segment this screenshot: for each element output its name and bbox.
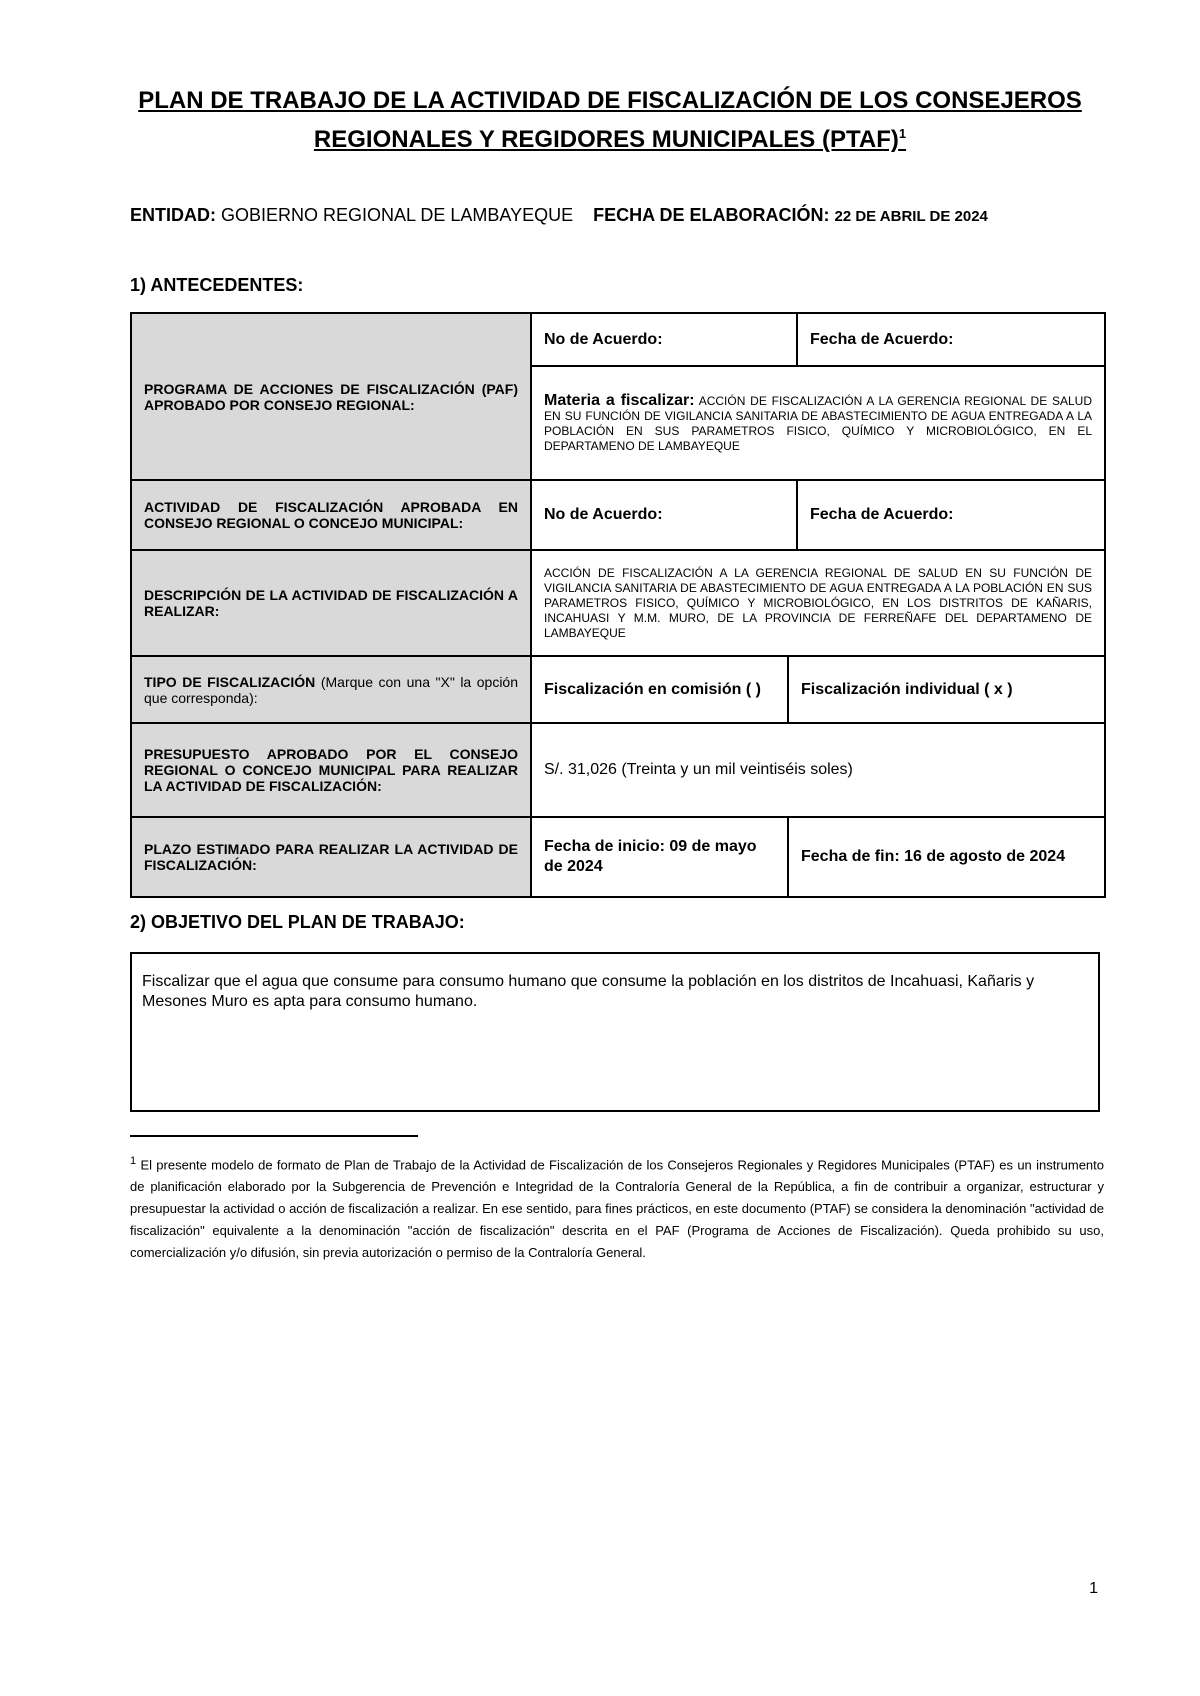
table-row	[131, 817, 1105, 897]
type-label-cell	[131, 656, 531, 723]
footnote-mark: 1	[130, 1155, 137, 1167]
paf-agreement-date: Fecha de Acuerdo:	[797, 313, 1105, 366]
paf-label: PROGRAMA DE ACCIONES DE FISCALIZACIÓN (PAF) APROBADO POR CONSEJO REGIONAL:	[131, 313, 531, 480]
document-meta	[130, 205, 988, 226]
footnote	[130, 1150, 1104, 1264]
materia-label: Materia a fiscalizar:	[544, 391, 695, 409]
start-date: Fecha de inicio: 09 de mayo de 2024	[531, 817, 788, 897]
description-text: ACCIÓN DE FISCALIZACIÓN A LA GERENCIA REGIONAL DE SALUD EN SU FUNCIÓN DE VIGILANCIA SANITARIA DE ABASTECIMIENTO DE AGUA ENTREGADA A LA POBLACIÓN EN SUS PARAMETROS FISICO, QUÍMICO Y MICROBIOLÓGICO, EN LOS DISTRITOS DE KAÑARIS, INCAHUASI Y M.M. MURO, DE LA PROVINCIA DE FERREÑAFE DEL DEPARTAMENO DE LAMBAYEQUE	[531, 550, 1105, 656]
title-line-1: PLAN DE TRABAJO DE LA ACTIVIDAD DE FISCALIZACIÓN DE LOS CONSEJEROS	[138, 87, 1082, 114]
entity-value: GOBIERNO REGIONAL DE LAMBAYEQUE	[221, 205, 574, 225]
budget-label: PRESUPUESTO APROBADO POR EL CONSEJO REGIONAL O CONCEJO MUNICIPAL PARA REALIZAR LA ACTIVIDAD DE FISCALIZACIÓN:	[131, 723, 531, 817]
materia-text: ACCIÓN DE FISCALIZACIÓN A LA GERENCIA REGIONAL DE SALUD EN SU FUNCIÓN DE VIGILANCIA SANITARIA DE ABASTECIMIENTO DE AGUA ENTREGADA A LA POBLACIÓN EN SUS PARAMETROS FISICO, QUÍMICO Y MICROBIOLÓGICO, EN EL DEPARTAMENO DE LAMBAYEQUE	[544, 393, 1093, 453]
date-value: 22 DE ABRIL DE 2024	[834, 208, 988, 225]
title-footnote-mark: 1	[898, 126, 907, 141]
document-title	[130, 84, 1090, 156]
date-label: FECHA DE ELABORACIÓN:	[593, 205, 830, 225]
activity-label: ACTIVIDAD DE FISCALIZACIÓN APROBADA EN CONSEJO REGIONAL O CONCEJO MUNICIPAL:	[131, 480, 531, 550]
section-2-heading: 2) OBJETIVO DEL PLAN DE TRABAJO:	[130, 912, 465, 932]
page-number: 1	[1089, 1580, 1098, 1597]
budget-value: S/. 31,026 (Treinta y un mil veintiséis soles)	[531, 723, 1105, 817]
paf-agreement-number: No de Acuerdo:	[531, 313, 797, 366]
term-label: PLAZO ESTIMADO PARA REALIZAR LA ACTIVIDAD DE FISCALIZACIÓN:	[131, 817, 531, 897]
type-label: TIPO DE FISCALIZACIÓN	[144, 673, 316, 690]
type-commission-option[interactable]: Fiscalización en comisión ( )	[531, 656, 788, 723]
materia-cell	[531, 366, 1105, 480]
antecedentes-table	[130, 312, 1106, 898]
table-row	[131, 723, 1105, 817]
description-label: DESCRIPCIÓN DE LA ACTIVIDAD DE FISCALIZACIÓN A REALIZAR:	[131, 550, 531, 656]
footnote-text: El presente modelo de formato de Plan de Trabajo de la Actividad de Fiscalización de los Consejeros Regionales y Regidores Municipales (PTAF) es un instrumento de planificación elaborado por la Subgerencia de Prevención e Integridad de la Contraloría General de la República, a fin de contribuir a organizar, estructurar y presupuestar la actividad o acción de fiscalización a realizar. En ese sentido, para fines prácticos, en este documento (PTAF) se considera la denominación "actividad de fiscalización" equivalente a la denominación "acción de fiscalización" descrita en el PAF (Programa de Acciones de Fiscalización). Queda prohibido su uso, comercialización y/o difusión, sin previa autorización o permiso de la Contraloría General.	[130, 1157, 1104, 1261]
table-row	[131, 313, 1105, 366]
type-hint: (Marque con una "X" la opción que corresponda):	[144, 673, 519, 706]
objective-box	[130, 952, 1100, 1112]
table-row	[131, 656, 1105, 723]
table-row	[131, 480, 1105, 550]
end-date: Fecha de fin: 16 de agosto de 2024	[788, 817, 1105, 897]
activity-agreement-number: No de Acuerdo:	[531, 480, 797, 550]
entity-label: ENTIDAD:	[130, 205, 216, 225]
footnote-separator	[130, 1135, 418, 1137]
type-individual-option[interactable]: Fiscalización individual ( x )	[788, 656, 1105, 723]
activity-agreement-date: Fecha de Acuerdo:	[797, 480, 1105, 550]
title-line-2: REGIONALES Y REGIDORES MUNICIPALES (PTAF)	[313, 126, 899, 153]
table-row	[131, 550, 1105, 656]
objective-text: Fiscalizar que el agua que consume para consumo humano que consume la población en los distritos de Incahuasi, Kañaris y Mesones Muro es apta para consumo humano.	[142, 973, 1035, 1010]
section-1-heading: 1) ANTECEDENTES:	[130, 275, 304, 295]
